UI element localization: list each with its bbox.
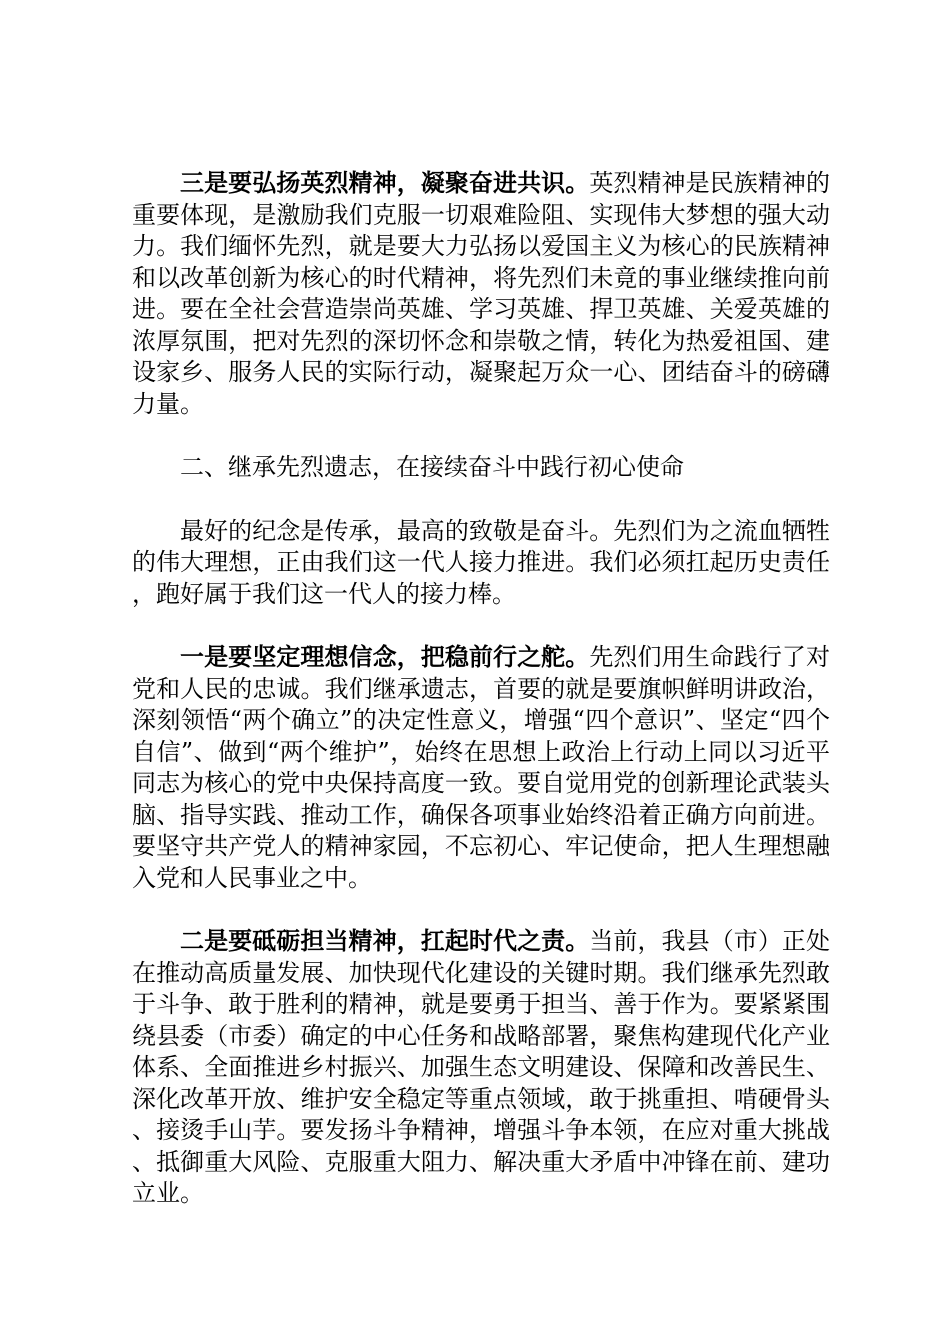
paragraph-spirit [132, 168, 830, 420]
paragraph-lead: 三是要弘扬英烈精神，凝聚奋进共识。 [180, 169, 590, 197]
paragraph-body: 最好的纪念是传承，最高的致敬是奋斗。先烈们为之流血牺牲的伟大理想，正由我们这一代人接力推进。我们必须扛起历史责任，跑好属于我们这一代人的接力棒。 [132, 516, 830, 608]
section-heading: 二、继承先烈遗志，在接续奋斗中践行初心使命 [180, 453, 684, 481]
paragraph-body: 先烈们用生命践行了对党和人民的忠诚。我们继承遗志，首要的就是要旗帜鲜明讲政治，深刻领悟“两个确立”的决定性意义，增强“四个意识”、坚定“四个自信”、做到“两个维护”，始终在思想上政治上行动上同以习近平同志为核心的党中央保持高度一致。要自觉用党的创新理论武装头脑、指导实践、推动工作，确保各项事业始终沿着正确方向前进。要坚守共产党人的精神家园，不忘初心、牢记使命，把人生理想融入党和人民事业之中。 [132, 643, 831, 892]
paragraph-body: 当前，我县（市）正处在推动高质量发展、加快现代化建设的关键时期。我们继承先烈敢于斗争、敢于胜利的精神，就是要勇于担当、善于作为。要紧紧围绕县委（市委）确定的中心任务和战略部署，聚焦构建现代化产业体系、全面推进乡村振兴、加强生态文明建设、保障和改善民生、深化改革开放、维护安全稳定等重点领域，敢于挑重担、啃硬骨头、接烫手山芋。要发扬斗争精神，增强斗争本领，在应对重大挑战、抵御重大风险、克服重大阻力、解决重大矛盾中冲锋在前、建功立业。 [132, 927, 831, 1207]
document-page [132, 168, 830, 1242]
paragraph-intro [132, 516, 830, 611]
paragraph-ideals [132, 642, 830, 894]
paragraph-lead: 一是要坚定理想信念，把稳前行之舵。 [180, 643, 590, 671]
paragraph-responsibility [132, 926, 830, 1210]
paragraph-body: 英烈精神是民族精神的重要体现，是激励我们克服一切艰难险阻、实现伟大梦想的强大动力。我们缅怀先烈，就是要大力弘扬以爱国主义为核心的民族精神和以改革创新为核心的时代精神，将先烈们未竟的事业继续推向前进。要在全社会营造崇尚英雄、学习英雄、捍卫英雄、关爱英雄的浓厚氛围，把对先烈的深切怀念和崇敬之情，转化为热爱祖国、建设家乡、服务人民的实际行动，凝聚起万众一心、团结奋斗的磅礴力量。 [132, 169, 831, 418]
paragraph-lead: 二是要砥砺担当精神，扛起时代之责。 [180, 927, 590, 955]
